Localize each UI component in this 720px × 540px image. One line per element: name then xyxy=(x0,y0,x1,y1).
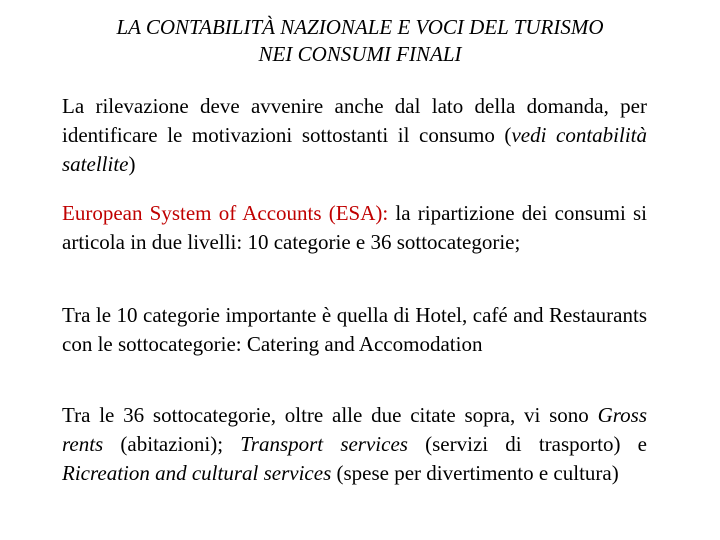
paragraph-demand-side xyxy=(62,92,647,179)
paragraph-subcategories xyxy=(62,401,647,488)
p4-text-b: (abitazioni); xyxy=(103,432,241,456)
title-line-1: LA CONTABILITÀ NAZIONALE E VOCI DEL TURISMO xyxy=(116,15,604,39)
p4-italic-c: Ricreation and cultural services xyxy=(62,461,332,485)
p1-text-a: La rilevazione deve avvenire anche dal lato della domanda, per identificare le motivazioni sottostanti il consumo ( xyxy=(62,94,647,147)
p4-text-a: Tra le 36 sottocategorie, oltre alle due citate sopra, vi sono xyxy=(62,403,598,427)
p4-italic-a: Gross rents xyxy=(62,403,647,456)
p1-text-b: ) xyxy=(128,152,136,176)
p3-text: Tra le 10 categorie importante è quella di Hotel, café and Restaurants con le sottocategorie: Catering and Accomodation xyxy=(62,303,647,356)
p1-italic-a: vedi contabilità satellite xyxy=(62,123,647,176)
paragraph-esa xyxy=(62,199,647,257)
p4-text-c: (servizi di trasporto) e xyxy=(407,432,647,456)
p4-italic-b: Transport services xyxy=(240,432,408,456)
p2-highlight: European System of Accounts (ESA): xyxy=(62,201,389,225)
title-line-2: NEI CONSUMI FINALI xyxy=(258,42,462,66)
p4-text-d: (spese per divertimento e cultura) xyxy=(331,461,619,485)
paragraph-hotel-categories xyxy=(62,301,647,359)
p2-text: la ripartizione dei consumi si articola in due livelli: 10 categorie e 36 sottocategorie; xyxy=(62,201,647,254)
slide-title xyxy=(40,14,680,68)
